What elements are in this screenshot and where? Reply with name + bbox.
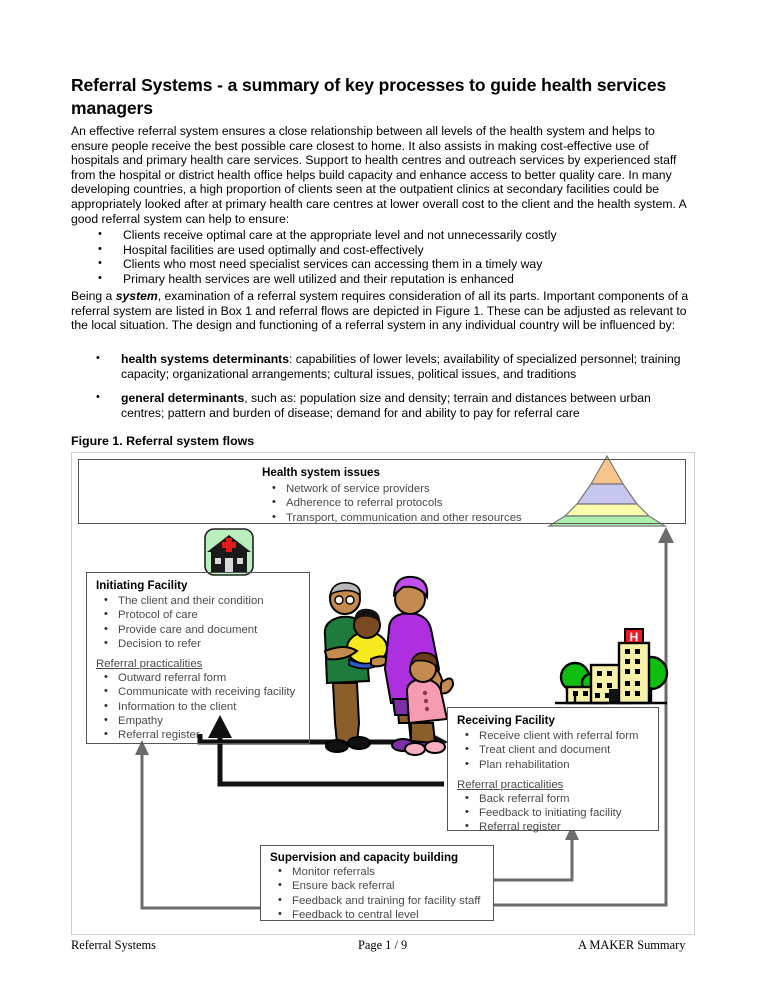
system-paragraph (71, 289, 693, 333)
initiating-referral-practicalities-heading: Referral practicalities (96, 658, 203, 671)
list-item: • Information to the client (96, 700, 310, 714)
list-item: • Provide care and document (96, 623, 310, 637)
para2-before: Being a (71, 289, 116, 303)
list-item: • Monitor referrals (270, 865, 480, 879)
initiating-facility-heading: Initiating Facility (96, 579, 188, 592)
list-item: • Feedback to initiating facility (457, 806, 659, 820)
figure-caption: Figure 1. Referral system flows (71, 434, 255, 448)
determinant-text: : capabilities of lower levels; availability of specialized personnel; training capacity; organizational arrangements; cultural issues, political issues, and traditions (121, 352, 681, 381)
list-item: • Network of service providers (264, 482, 522, 496)
list-item: • Hospital facilities are used optimally and cost-effectively (71, 243, 693, 258)
list-item: • Treat client and document (457, 743, 659, 757)
para2-emphasis: system (115, 289, 158, 303)
list-item: • Plan rehabilitation (457, 758, 659, 772)
list-item: • Referral register (96, 728, 310, 742)
receiving-referral-practicalities-list (457, 792, 659, 835)
list-item: • Feedback and training for facility staff (270, 894, 480, 908)
intro-paragraph: An effective referral system ensures a close relationship between all levels of the health system and helps to ensure people receive the best possible care closest to home. It also assists in making cost-effective use of hospitals and primary health care services. Support to health centres and outreach services by experienced staff from the hospital or district health office helps build capacity and enhance access to better quality care. In many developing countries, a high proportion of clients seen at the outpatient clinics at secondary facilities could be appropriately looked after at primary health care centres at lower overall cost to the client and the health system. A good referral system can help to ensure: (71, 124, 687, 226)
list-item: • Clients receive optimal care at the appropriate level and not unnecessarily costly (71, 228, 693, 243)
page-title: Referral Systems - a summary of key processes to guide health services managers (71, 74, 667, 118)
list-item: • Outward referral form (96, 671, 310, 685)
receiving-facility-list (457, 729, 659, 772)
determinants-list (71, 352, 693, 430)
list-item: • Communicate with receiving facility (96, 685, 310, 699)
list-item: • The client and their condition (96, 594, 310, 608)
health-system-issues-list (264, 482, 522, 525)
family-walking-clipart (315, 573, 455, 758)
list-item (71, 352, 693, 381)
list-item: • Back referral form (457, 792, 659, 806)
footer-right: A MAKER Summary (578, 938, 686, 952)
list-item: • Referral register (457, 820, 659, 834)
figure-frame (71, 452, 695, 935)
list-item: • Empathy (96, 714, 310, 728)
health-centre-clipart (202, 528, 256, 578)
benefits-list (71, 228, 693, 286)
determinant-label: health systems determinants (121, 352, 289, 366)
initiating-facility-box (86, 572, 310, 744)
list-item: • Feedback to central level (270, 908, 480, 922)
health-system-issues-heading: Health system issues (262, 466, 380, 479)
list-item: • Primary health services are well utilized and their reputation is enhanced (71, 272, 693, 287)
gray-arrow-supervision-receiving-path (494, 838, 572, 880)
list-item: • Protocol of care (96, 608, 310, 622)
footer-page-number: Page 1 / 9 (358, 938, 408, 952)
list-item: • Transport, communication and other resources (264, 511, 522, 525)
list-item (71, 391, 693, 420)
supervision-heading: Supervision and capacity building (270, 851, 459, 864)
list-item: • Ensure back referral (270, 879, 480, 893)
supervision-list (270, 865, 480, 922)
child-figure (405, 653, 453, 755)
footer-left: Referral Systems (71, 938, 156, 952)
svg-text:H: H (629, 630, 639, 644)
list-item: • Decision to refer (96, 637, 310, 651)
gray-arrow-right-head (658, 527, 674, 543)
list-item: • Clients who most need specialist services can accessing them in a timely way (71, 257, 693, 272)
receiving-facility-box (447, 707, 659, 834)
para2-after: , examination of a referral system requires consideration of all its parts. Important components of a referral system are listed in Box 1 and referral flows are depicted in Figure 1. These can be adjusted as relevant to the local situation. The design and functioning of a referral system in any individual country will be influenced by: (71, 289, 689, 333)
supervision-box (260, 845, 494, 921)
receiving-referral-practicalities-heading: Referral practicalities (457, 778, 564, 791)
list-item: • Receive client with referral form (457, 729, 659, 743)
health-system-issues-box (78, 459, 686, 524)
determinant-label: general determinants (121, 391, 245, 406)
receiving-facility-heading: Receiving Facility (457, 714, 555, 727)
list-item: • Adherence to referral protocols (264, 496, 522, 510)
initiating-referral-practicalities-list (96, 671, 310, 742)
hospital-clipart (551, 621, 671, 711)
determinant-text: , such as: population size and density; terrain and distances between urban centres; pattern and burden of disease; demand for and ability to pay for referral care (121, 391, 651, 420)
initiating-facility-list (96, 594, 310, 651)
